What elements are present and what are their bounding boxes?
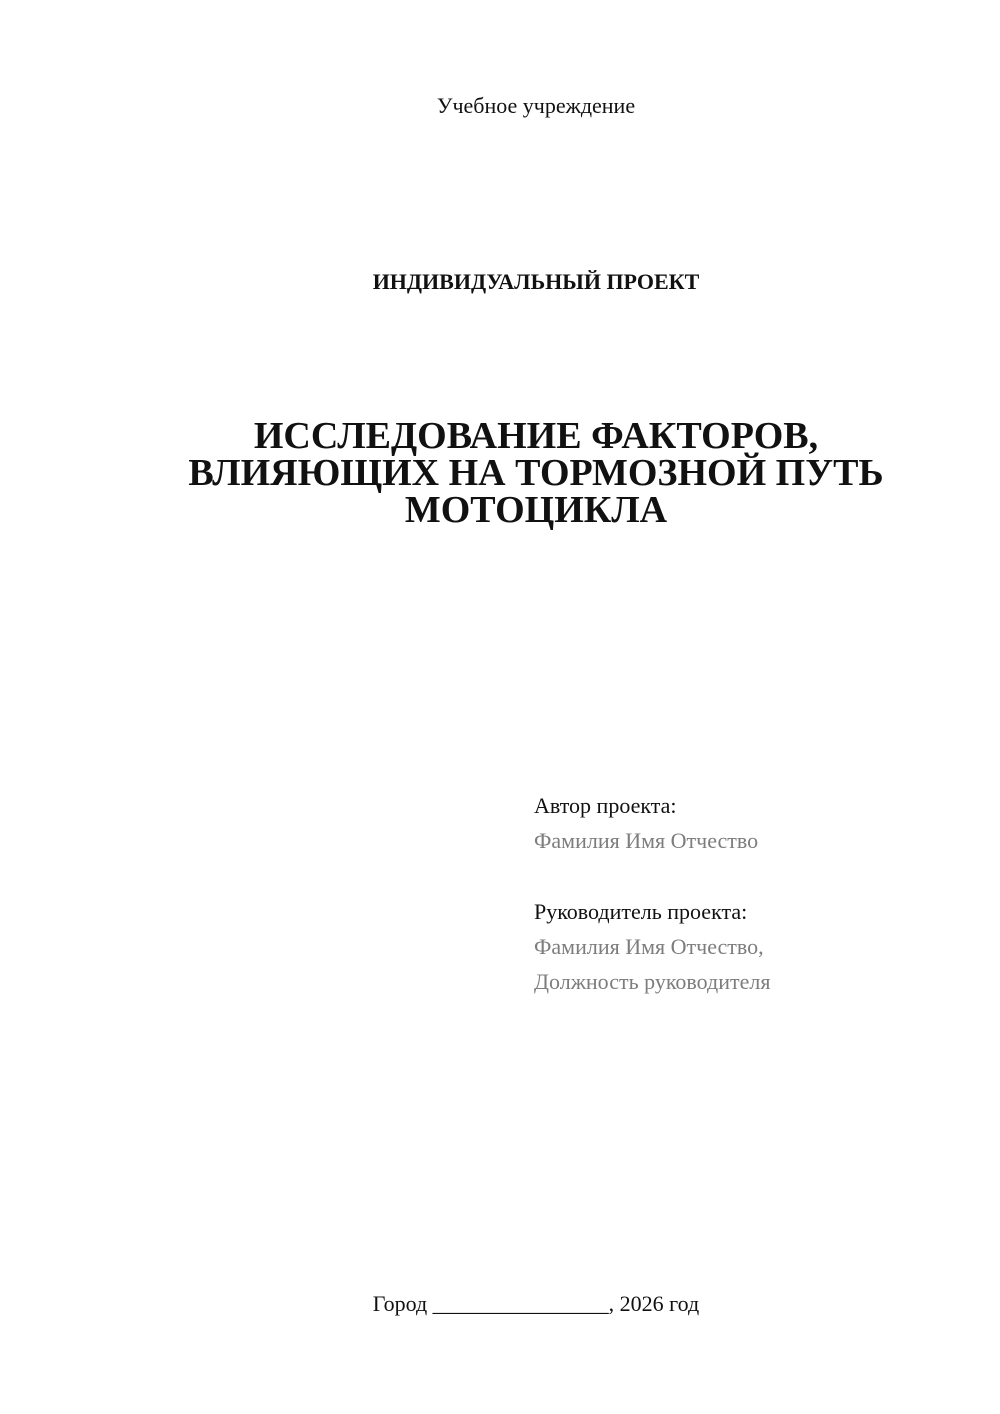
project-title-line: МОТОЦИКЛА bbox=[404, 489, 668, 531]
supervisor-label: Руководитель проекта: bbox=[534, 899, 748, 924]
project-title-line: ИССЛЕДОВАНИЕ ФАКТОРОВ, bbox=[253, 415, 819, 457]
city-year-line: Город ________________, 2026 год bbox=[372, 1291, 700, 1316]
author-label: Автор проекта: bbox=[534, 793, 677, 818]
project-type-heading: ИНДИВИДУАЛЬНЫЙ ПРОЕКТ bbox=[372, 269, 700, 294]
project-title-line: ВЛИЯЮЩИХ НА ТОРМОЗНОЙ ПУТЬ bbox=[188, 452, 884, 494]
author-name: Фамилия Имя Отчество bbox=[534, 828, 759, 853]
institution-name: Учебное учреждение bbox=[436, 93, 636, 118]
project-title bbox=[0, 415, 1000, 531]
spacer bbox=[534, 858, 974, 894]
supervisor-position: Должность руководителя bbox=[534, 969, 771, 994]
project-people-block bbox=[534, 788, 974, 999]
supervisor-name: Фамилия Имя Отчество, bbox=[534, 934, 764, 959]
